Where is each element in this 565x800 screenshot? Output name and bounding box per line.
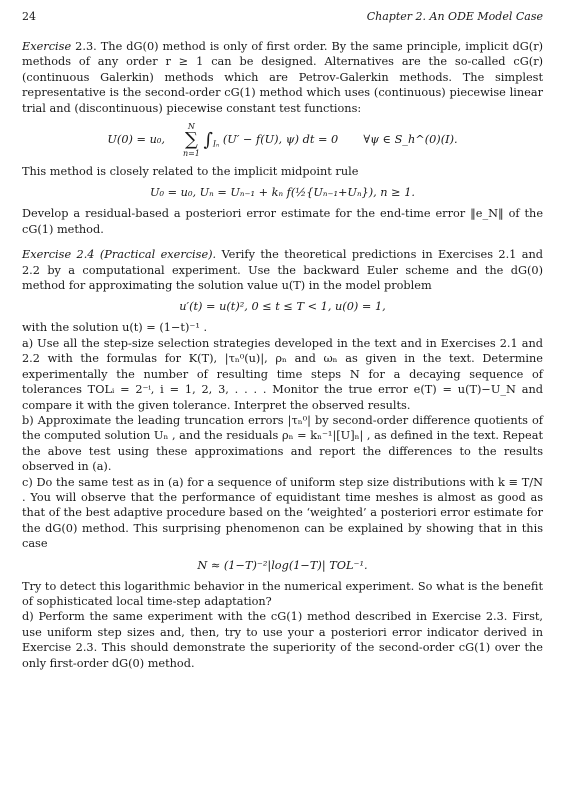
- equation-midpoint-rule: U₀ = u₀, Uₙ = Uₙ₋₁ + kₙ f(½{Uₙ₋₁+Uₙ}), n ≥ 1.: [149, 186, 416, 200]
- exercise-2-4-question: Try to detect this logarithmic behavior in the numerical experiment. So what is the benefit of sophisticated local time-step adaptation?: [22, 579, 543, 608]
- exercise-2-4-label: Exercise 2.4 (Practical exercise).: [22, 248, 217, 262]
- running-header: [22, 10, 543, 23]
- equation-cg1-left: U(0) = u₀,: [107, 133, 165, 147]
- exercise-2-4-solution: with the solution u(t) = (1−t)⁻¹ .: [22, 321, 208, 335]
- integral-domain: Iₙ: [212, 139, 220, 149]
- exercise-2-3-text: The dG(0) method is only of first order. By the same principle, implicit dG(r) methods of any order r ≥ 1 can be designed. Alternatives are the so-called cG(r) (continuous Galerkin) methods which are Petrov-Galerkin methods. The simplest representative is the second-order cG(1) method which uses (continuous) piecewise linear trial and (discontinuous) piecewise constant test functions:: [22, 40, 544, 115]
- exercise-2-3-midpoint-text: This method is closely related to the implicit midpoint rule: [22, 165, 359, 179]
- equation-step-count: N ≈ (1−T)⁻²|log(1−T)| TOL⁻¹.: [197, 558, 368, 572]
- exercise-2-3-task: Develop a residual-based a posteriori error estimate for the end-time error ‖e_N‖ of the cG(1) method.: [22, 207, 543, 236]
- equation-cg1-right: ∀ψ ∈ S_h^(0)(I).: [363, 133, 458, 147]
- exercise-2-4-part-d: d) Perform the same experiment with the cG(1) method described in Exercise 2.3. First, use uniform step sizes and, then, try to use your a posteriori error indicator derived in Exercise 2.3. This should demonstrate the superiority of the second-order cG(1) over the only first-order dG(0) method.: [22, 610, 543, 670]
- exercise-2-3-intro: [22, 39, 543, 116]
- exercise-2-4-part-c: c) Do the same test as in (a) for a sequence of uniform step size distributions with k ≡ T/N . You will observe that the performance of equidistant time meshes is almost as good as that of the best adaptive procedure based on the ‘weighted’ a posteriori error estimate for the dG(0) method. This surprising phenomenon can be explained by showing that in this case: [22, 475, 543, 551]
- equation-model-problem: u′(t) = u(t)², 0 ≤ t ≤ T < 1, u(0) = 1,: [179, 300, 386, 314]
- sum-lower-limit: n=1: [182, 149, 200, 159]
- sum-symbol: N ∑ n=1: [182, 122, 200, 159]
- equation-cg1-body: (U′ − f(U), ψ) dt = 0: [222, 133, 339, 147]
- exercise-2-3-label: Exercise: [22, 40, 72, 53]
- chapter-title: Chapter 2. An ODE Model Case: [366, 10, 543, 23]
- exercise-2-4-part-a: a) Use all the step-size selection strategies developed in the text and in Exercises 2.1 and 2.2 with the formulas for K(T), |τₙ⁰(u)|, ρₙ and ωₙ as given in the text. Determine experimentally the number of resulting time steps N for a decaying sequence of tolerances TOLᵢ = 2⁻ⁱ, i = 1, 2, 3, . . . . Monitor the true error e(T) = u(T)−U_N and compare it with the given tolerance. Interpret the observed results.: [22, 336, 543, 412]
- exercise-2-3-number: 2.3.: [75, 40, 97, 53]
- integral-symbol: ∫: [203, 129, 213, 151]
- page-number: 24: [22, 10, 36, 23]
- page: [22, 10, 543, 671]
- exercise-2-4-intro: [22, 247, 543, 293]
- sum-upper-limit: N: [187, 122, 195, 132]
- equation-cg1: [22, 122, 543, 158]
- exercise-2-4-part-b: b) Approximate the leading truncation errors |τₙ⁰| by second-order difference quotients of the computed solution Uₙ , and the residuals ρₙ = kₙ⁻¹|[U]ₙ| , as defined in the text. Repeat the above test using these approximations and report the differences to the results observed in (a).: [22, 413, 543, 474]
- exercise-2-4-text: Verify the theoretical predictions in Exercises 2.1 and 2.2 by a computational experiment. Use the backward Euler scheme and the dG(0) method for approximating the solution value u(T) in the model problem: [22, 248, 543, 293]
